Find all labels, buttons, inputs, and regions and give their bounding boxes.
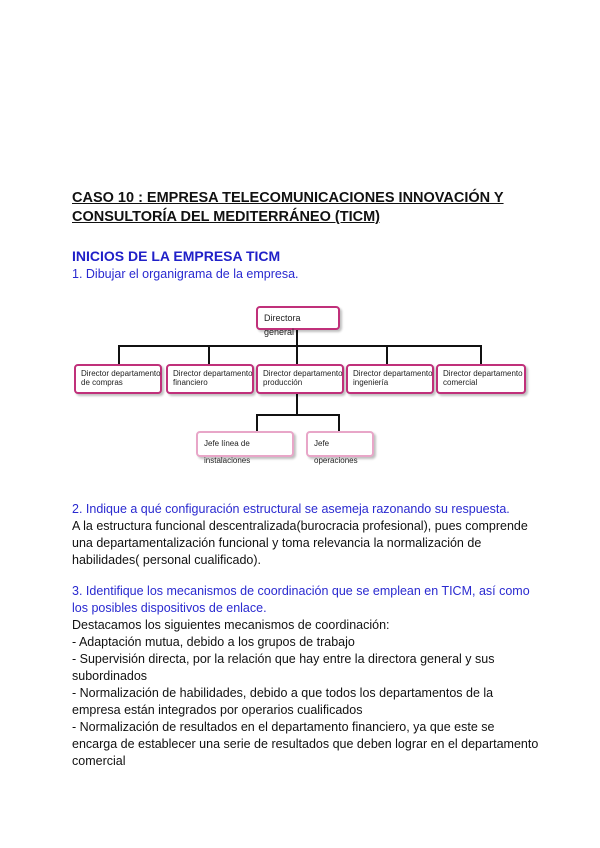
answer-3-line: - Normalización de habilidades, debido a que todos los departamentos de la (72, 686, 494, 700)
question-3 (72, 583, 542, 617)
org-box-label: Director departamento (81, 369, 161, 378)
org-box-label: de compras (81, 378, 123, 387)
title-line-1: CASO 10 : EMPRESA TELECOMUNICACIONES INNOVACIÓN Y (72, 190, 504, 206)
org-box-jefe-instalaciones (196, 431, 294, 465)
connector-top-vertical (296, 329, 298, 346)
org-box-label: Directora general (264, 313, 301, 337)
org-box-label: Director departamento (263, 369, 343, 378)
question-3-line: 3. Identifique los mecanismos de coordinación que se emplean en TICM, así como (72, 584, 530, 598)
org-box-label: Director departamento (443, 369, 523, 378)
org-box-label: comercial (443, 378, 478, 387)
title-line-2: CONSULTORÍA DEL MEDITERRÁNEO (TICM) (72, 209, 380, 225)
connector-sub-drop-2 (338, 414, 340, 432)
answer-2 (72, 518, 542, 569)
answer-3-line: - Normalización de resultados en el departamento financiero, ya que este se (72, 720, 495, 734)
answer-2-line: una departamentalización funcional y toma relevancia la normalización de (72, 536, 482, 550)
org-box-produccion (256, 364, 344, 394)
org-box-label: Director departamento (353, 369, 433, 378)
answer-3-line: - Adaptación mutua, debido a los grupos de trabajo (72, 635, 355, 649)
answer-3-line: subordinados (72, 669, 148, 683)
org-box-financiero (166, 364, 254, 394)
answer-3 (72, 617, 542, 770)
org-box-label: ingeniería (353, 378, 389, 387)
connector-sub-drop-1 (256, 414, 258, 432)
org-box-label: producción (263, 378, 303, 387)
connector-drop-3 (296, 345, 298, 365)
org-box-compras (74, 364, 162, 394)
connector-sub-horizontal (256, 414, 340, 416)
question-2: 2. Indique a qué configuración estructural se asemeja razonando su respuesta. (72, 502, 510, 516)
org-box-comercial (436, 364, 526, 394)
answer-2-line: habilidades( personal cualificado). (72, 553, 262, 567)
answer-3-line: - Supervisión directa, por la relación que hay entre la directora general y sus (72, 652, 495, 666)
question-1: 1. Dibujar el organigrama de la empresa. (72, 267, 299, 281)
org-box-label: Director departamento (173, 369, 253, 378)
answer-3-line: comercial (72, 754, 126, 768)
connector-drop-4 (386, 345, 388, 365)
answer-3-line: encarga de establecer una serie de resultados que deben lograr en el departamento (72, 737, 539, 751)
connector-production-down (296, 392, 298, 416)
connector-horizontal-main (118, 345, 482, 347)
connector-drop-5 (480, 345, 482, 365)
answer-2-line: A la estructura funcional descentralizada(burocracia profesional), pues comprende (72, 519, 528, 533)
org-box-ingenieria (346, 364, 434, 394)
answer-3-line: empresa están integrados por operarios cualificados (72, 703, 363, 717)
section-heading: INICIOS DE LA EMPRESA TICM (72, 248, 281, 264)
question-3-line: los posibles dispositivos de enlace. (72, 601, 267, 615)
answer-3-line: Destacamos los siguientes mecanismos de coordinación: (72, 618, 390, 632)
org-box-label: financiero (173, 378, 208, 387)
connector-drop-1 (118, 345, 120, 365)
org-box-directora-general (256, 306, 340, 337)
org-box-label: Jefe operaciones (314, 439, 358, 465)
org-box-label: Jefe línea de instalaciones (204, 439, 251, 465)
connector-drop-2 (208, 345, 210, 365)
org-box-jefe-operaciones (306, 431, 374, 465)
